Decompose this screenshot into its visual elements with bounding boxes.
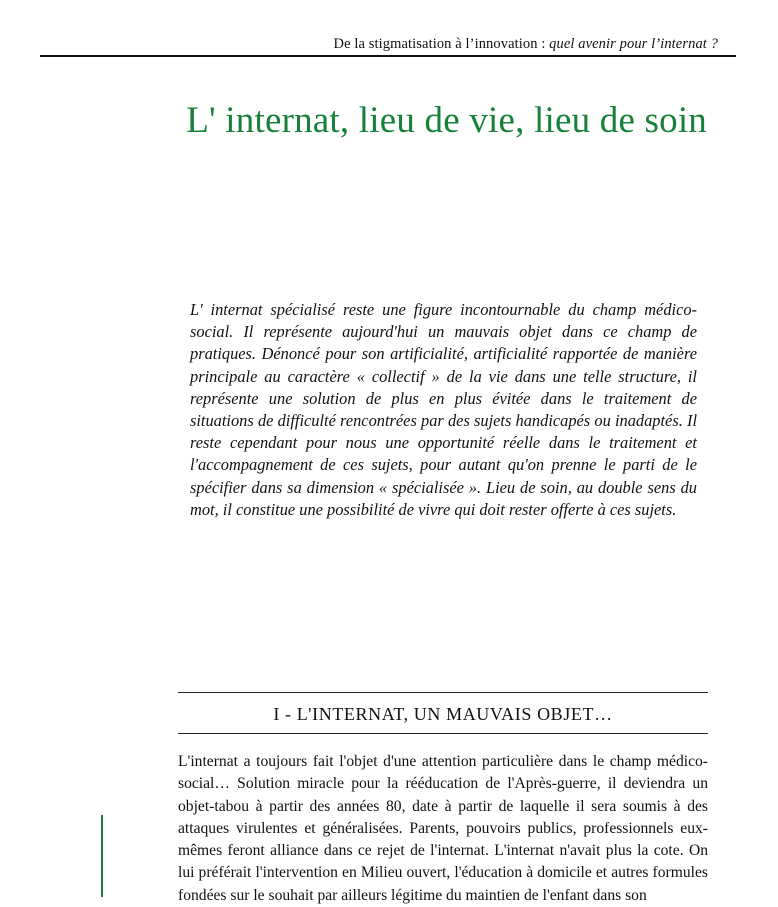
header-rule xyxy=(40,55,736,57)
section-heading: I - L'INTERNAT, UN MAUVAIS OBJET… xyxy=(273,704,613,724)
margin-bar xyxy=(101,815,103,897)
section-rule-bottom xyxy=(178,733,708,734)
running-head-prefix: De la stigmatisation à l’innovation : xyxy=(333,36,550,52)
running-head-italic: quel avenir pour l’internat ? xyxy=(549,36,718,52)
abstract: L' internat spécialisé reste une figure incontournable du champ médico-social. Il représente aujourd'hui un mauvais objet dans ce champ de pratiques. Dénoncé pour son artificialité, artificialité rapportée de manière principale au caractère « collectif » de la vie dans une telle structure, il représente une solution de plus en plus évitée dans le traitement de situations de difficulté rencontrées par des sujets handicapés ou inadaptés. Il reste cependant pour nous une opportunité réelle dans le traitement et l'accompagnement de ces sujets, pour autant qu'on prenne le parti de le spécifier dans sa dimension « spécialisée ». Lieu de soin, au double sens du mot, il constitue une possibilité de vivre qui doit rester offerte à ces sujets. xyxy=(190,300,697,519)
section-rule-top xyxy=(178,692,708,693)
body-paragraph: L'internat a toujours fait l'objet d'une attention particulière dans le champ médico-social… Solution miracle pour la rééducation de l'Après-guerre, il deviendra un objet-tabou à partir des années 80, date à partir de laquelle il sera soumis à des attaques virulentes et généralisées. Parents, pouvoirs publics, professionnels eux-mêmes feront alliance dans ce rejet de l'internat. L'internat n'avait plus la cote. On lui préférait l'intervention en Milieu ouvert, l'éducation à domicile et autres formules fondées sur le souhait par ailleurs légitime du maintien de l'enfant dans son xyxy=(178,753,708,904)
article-title: L' internat, lieu de vie, lieu de soin xyxy=(186,100,707,141)
running-head xyxy=(334,36,718,53)
